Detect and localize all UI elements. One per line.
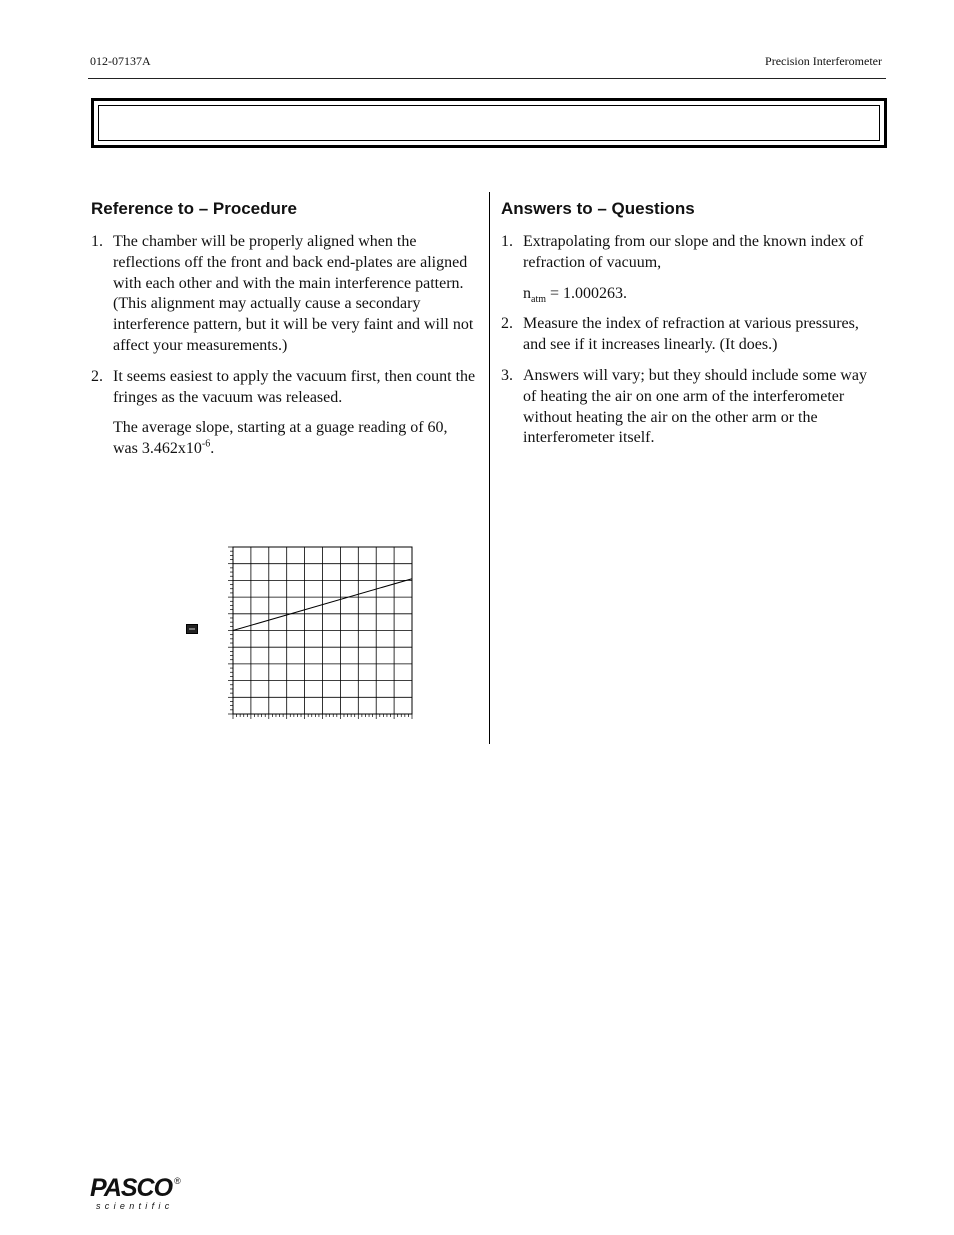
- average-slope-text: [91, 418, 476, 460]
- product-name: Precision Interferometer: [765, 54, 882, 68]
- n-subscript: atm: [531, 293, 546, 305]
- slope-chart-svg: [180, 540, 420, 720]
- procedure-item-2: [91, 367, 476, 409]
- item-text: The chamber will be properly aligned when the reflections off the front and back end-plates are aligned with each other and with the main interference pattern. (This alignment may actually cause a secondary interference pattern, but it will be very faint and will not affect your measurements.): [113, 233, 474, 354]
- pasco-logo: [90, 1176, 181, 1211]
- procedure-column: [91, 198, 476, 470]
- section-banner: [91, 98, 887, 148]
- n-atm-equation: [501, 284, 873, 305]
- item-number: 3.: [501, 366, 513, 384]
- n-value: = 1.000263.: [546, 284, 628, 302]
- slope-exponent: -6: [201, 438, 211, 450]
- header-rule: [88, 78, 886, 79]
- answers-heading: Answers to – Questions: [501, 199, 695, 218]
- procedure-item-1: [91, 232, 476, 357]
- slope-chart: [180, 540, 420, 720]
- answer-item-3: [501, 366, 873, 449]
- document-number: 012-07137A: [90, 54, 151, 68]
- procedure-heading: Reference to – Procedure: [91, 199, 297, 218]
- n-symbol: n: [523, 284, 531, 302]
- item-number: 2.: [501, 315, 513, 333]
- item-text: It seems easiest to apply the vacuum first, then count the fringes as the vacuum was released.: [113, 367, 476, 406]
- item-number: 1.: [501, 233, 513, 250]
- item-number: 1.: [91, 233, 103, 250]
- answer-item-2: [501, 314, 873, 356]
- slope-suffix: .: [210, 440, 215, 458]
- logo-wordmark: PASCO: [90, 1174, 173, 1202]
- answers-column: [501, 198, 873, 459]
- column-divider: [489, 192, 490, 744]
- item-number: 2.: [91, 367, 103, 385]
- item-text: Measure the index of refraction at various pressures, and see if it increases linearly. (It does.): [523, 315, 859, 354]
- logo-subtitle: scientific: [96, 1201, 174, 1211]
- slope-prefix: The average slope, starting at a guage reading of 60, was 3.462x10: [113, 419, 448, 458]
- section-banner-inner: [98, 105, 880, 141]
- item-text: Extrapolating from our slope and the known index of refraction of vacuum,: [523, 233, 864, 271]
- item-text: Answers will vary; but they should include some way of heating the air on one arm of the interferometer without heating the air on the other arm or the interferometer itself.: [523, 366, 867, 447]
- logo-registered-mark: ®: [174, 1176, 181, 1186]
- answer-item-1: [501, 232, 873, 274]
